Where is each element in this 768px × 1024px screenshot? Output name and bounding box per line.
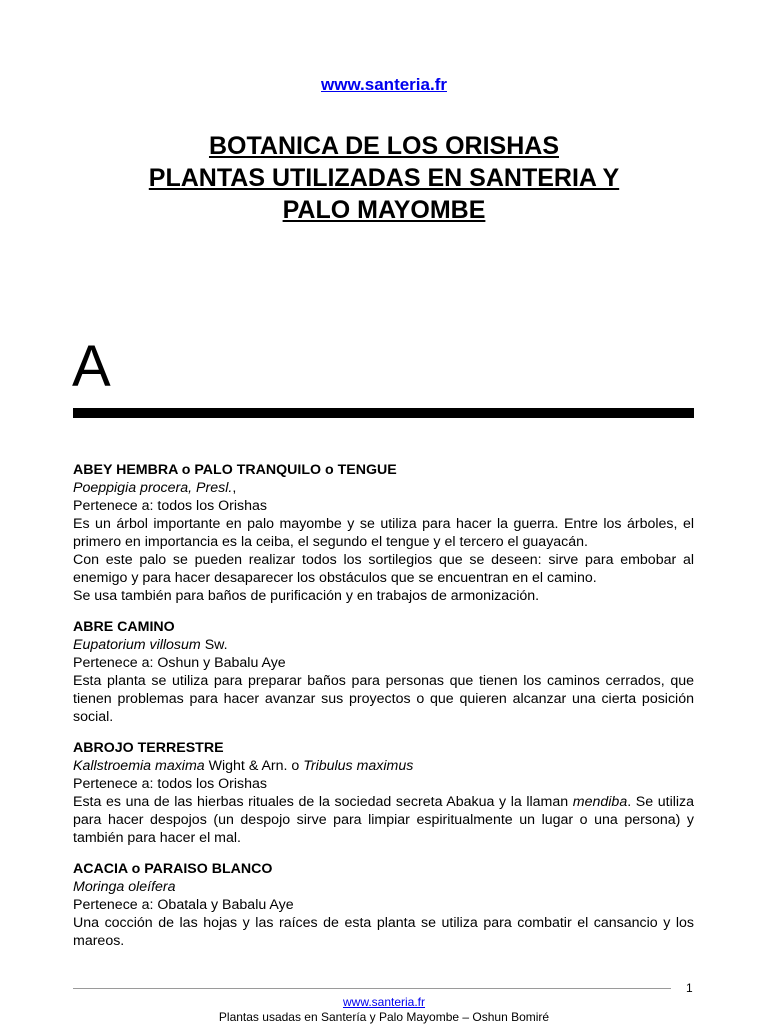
description-part: mendiba xyxy=(572,794,628,810)
orisha-association: Pertenece a: Oshun y Babalu Aye xyxy=(73,655,286,671)
description-part: Es un árbol importante en palo mayombe y se utiliza para hacer la guerra. Entre los árboles, el primero en importancia es la ceiba, el segundo el tengue y el tercero el guayacán. xyxy=(73,516,694,550)
plant-name: ABEY HEMBRA o PALO TRANQUILO o TENGUE xyxy=(73,462,397,478)
description-part: . Se utiliza para hacer despojos (un despojo sirve para limpiar espiritualmente un lugar o una persona) y también para hacer el mal. xyxy=(73,794,695,846)
plant-entry xyxy=(73,739,694,847)
plant-description xyxy=(73,914,694,950)
scientific-name-part: Wight & Arn. o xyxy=(204,758,304,774)
footer-link[interactable]: www.santeria.fr xyxy=(342,995,426,1009)
scientific-name-part: Moringa oleífera xyxy=(73,879,176,895)
orisha-association: Pertenece a: todos los Orishas xyxy=(73,498,267,514)
description-part: Esta planta se utiliza para preparar baños para personas que tienen los caminos cerrados, que tienen problemas para hacer avanzar sus proyectos o que quieren alcanzar una cierta posición social. xyxy=(73,673,694,725)
plant-entries xyxy=(73,461,694,963)
plant-entry xyxy=(73,461,694,605)
scientific-name xyxy=(73,479,694,497)
scientific-name-part: , xyxy=(232,480,237,496)
document-title xyxy=(0,130,768,226)
description-part: Esta es una de las hierbas rituales de la sociedad secreta Abakua y la llaman xyxy=(73,794,573,810)
orisha-association: Pertenece a: todos los Orishas xyxy=(73,776,267,792)
plant-description xyxy=(73,672,694,726)
scientific-name-part: Sw. xyxy=(200,637,228,653)
footer-caption: Plantas usadas en Santería y Palo Mayombe – Oshun Bomiré xyxy=(218,1010,550,1024)
plant-description xyxy=(73,587,694,605)
page-number: 1 xyxy=(686,981,693,995)
scientific-name xyxy=(73,757,694,775)
plant-entry xyxy=(73,618,694,726)
section-letter: A xyxy=(72,334,111,399)
section-divider xyxy=(73,408,694,418)
orisha-association: Pertenece a: Obatala y Babalu Aye xyxy=(73,897,294,913)
title-line: BOTANICA DE LOS ORISHAS xyxy=(208,132,559,160)
scientific-name-part: Kallstroemia maxima xyxy=(73,758,205,774)
scientific-name-part: Eupatorium villosum xyxy=(73,637,201,653)
plant-entry xyxy=(73,860,694,950)
plant-description xyxy=(73,515,694,551)
description-part: Se usa también para baños de purificación y en trabajos de armonización. xyxy=(73,588,540,604)
plant-name: ACACIA o PARAISO BLANCO xyxy=(73,861,273,877)
description-part: Una cocción de las hojas y las raíces de esta planta se utiliza para combatir el cansancio y los mareos. xyxy=(73,915,694,949)
title-line: PALO MAYOMBE xyxy=(282,196,486,224)
plant-description xyxy=(73,793,694,847)
scientific-name xyxy=(73,636,694,654)
plant-description xyxy=(73,551,694,587)
title-line: PLANTAS UTILIZADAS EN SANTERIA Y xyxy=(148,164,620,192)
scientific-name-part: Poeppigia procera, Presl. xyxy=(73,480,233,496)
plant-name: ABRE CAMINO xyxy=(73,619,175,635)
plant-name: ABROJO TERRESTRE xyxy=(73,740,224,756)
scientific-name-part: Tribulus maximus xyxy=(303,758,414,774)
description-part: Con este palo se pueden realizar todos los sortilegios que se deseen: sirve para embobar al enemigo y para hacer desaparecer los obstáculos que se encuentran en el camino. xyxy=(73,552,694,586)
site-link[interactable]: www.santeria.fr xyxy=(321,75,447,94)
scientific-name xyxy=(73,878,694,896)
footer-divider xyxy=(73,988,671,989)
